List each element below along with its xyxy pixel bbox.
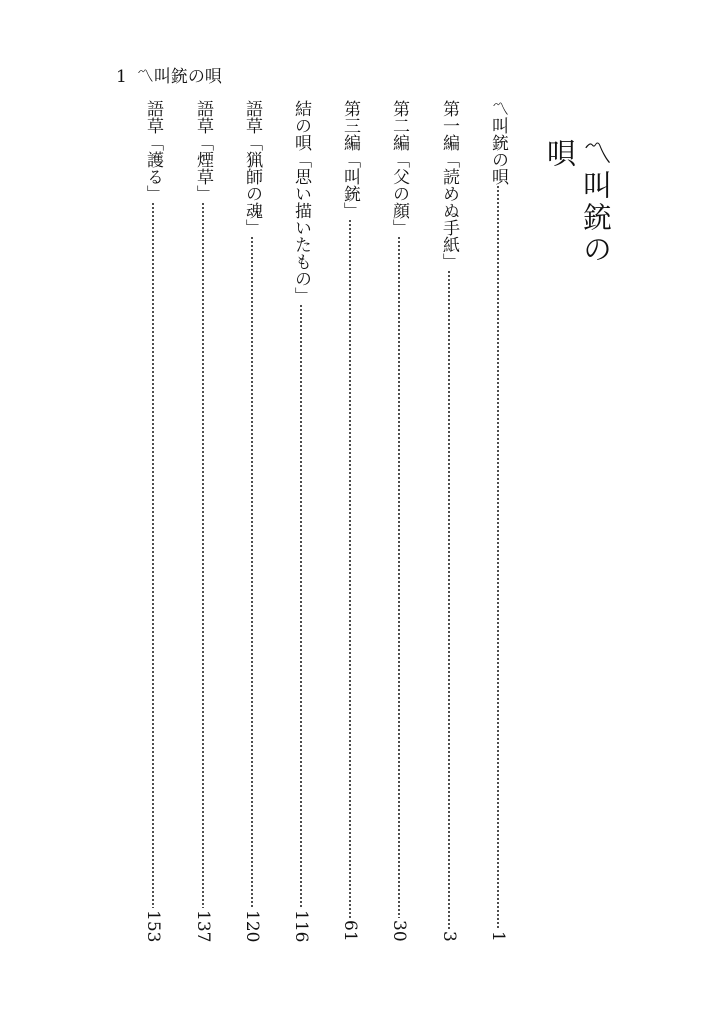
toc-entry-head: 語草 [193, 100, 213, 134]
toc-entry-subtitle: 「叫銃」 [340, 151, 360, 219]
toc-entry-page: 1 [488, 931, 508, 942]
toc-entry-subtitle: 「煙草」 [193, 134, 213, 202]
toc-entry-story-2[interactable] [191, 100, 215, 942]
toc-entry-head: 第三編 [340, 100, 360, 151]
dot-leader [142, 202, 164, 908]
toc-entry-subtitle: 「猟師の魂」 [242, 134, 262, 236]
dot-leader [487, 185, 509, 929]
toc-entry-page: 61 [340, 920, 360, 942]
toc-entry-page: 3 [439, 931, 459, 942]
page-header [116, 62, 222, 87]
dot-leader [438, 270, 460, 929]
dot-leader [388, 236, 410, 918]
toc-entry-page: 30 [389, 920, 409, 942]
toc-entry-head: 第二編 [389, 100, 409, 151]
toc-entry-head: 語草 [242, 100, 262, 134]
page-number: 1 [116, 67, 127, 87]
dot-leader [241, 236, 263, 908]
toc-entry-subtitle: 「護る」 [143, 134, 163, 202]
toc-entry-part-2[interactable] [387, 100, 411, 942]
toc-entry-closing-song[interactable] [289, 100, 313, 942]
toc-entry-page: 137 [193, 909, 213, 942]
toc-entry-head: 第一編 [439, 100, 459, 151]
toc-entry-story-1[interactable] [240, 100, 264, 942]
toc-entry-page: 116 [291, 909, 311, 942]
dot-leader [290, 304, 312, 908]
running-title: 〽叫銃の唄 [136, 67, 222, 87]
table-of-contents [140, 100, 510, 942]
toc-entry-page: 153 [143, 909, 163, 942]
toc-entry-subtitle: 「思い描いたもの」 [291, 151, 311, 304]
toc-entry-subtitle: 「父の顔」 [389, 151, 409, 236]
dot-leader [192, 202, 214, 908]
book-title: 〽叫銃の唄 [543, 138, 613, 266]
dot-leader [339, 219, 361, 918]
toc-entry-subtitle: 「読めぬ手紙」 [439, 151, 459, 270]
toc-entry-page: 120 [242, 909, 262, 942]
toc-entry-head: 結の唄 [291, 100, 311, 151]
toc-entry-part-3[interactable] [338, 100, 362, 942]
toc-entry-head: 〽叫銃の唄 [488, 100, 508, 185]
toc-entry-part-1[interactable] [437, 100, 461, 942]
toc-entry-title-song[interactable] [486, 100, 510, 942]
toc-entry-story-3[interactable] [141, 100, 165, 942]
toc-entry-head: 語草 [143, 100, 163, 134]
